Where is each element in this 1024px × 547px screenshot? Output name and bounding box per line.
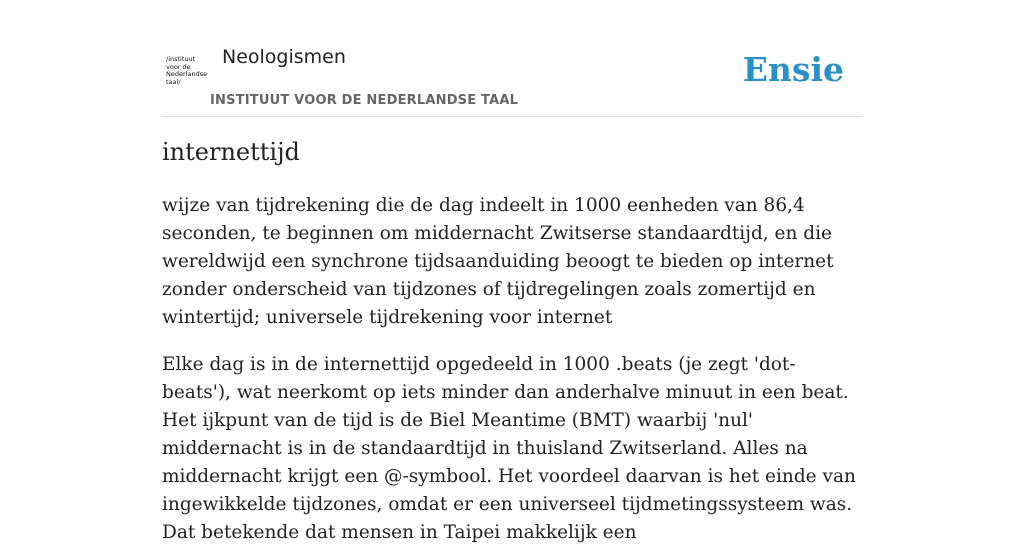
entry-example: Elke dag is in de internettijd opgedeeld in 1000 .beats (je zegt 'dot-beats'), wat neerkomt op iets minder dan anderhalve minuut in een beat. Het ijkpunt van de tijd is de Biel Meantime (BMT) waarbij 'nul' middernacht is in de standaardtijd in thuisland Zwitserland. Alles na middernacht krijgt een @-symbool. Het voordeel daarvan is het einde van ingewikkelde tijdzones, omdat er een universeel tijdmetingssysteem was. Dat betekende dat mensen in Taipei makkelijk een — [162, 354, 856, 543]
organization-name: INSTITUUT VOOR DE NEDERLANDSE TAAL — [210, 93, 519, 108]
site-name[interactable]: Neologismen — [222, 46, 346, 68]
entry-title: internettijd — [162, 138, 300, 166]
ivdnt-logo[interactable]: /instituut voor de Nederlandse taal/ — [166, 55, 208, 86]
ensie-logo[interactable]: Ensie — [742, 50, 844, 89]
entry-definition: wijze van tijdrekening die de dag indeelt in 1000 eenheden van 86,4 seconden, te beginnen om middernacht Zwitserse standaardtijd, en die wereldwijd een synchrone tijdsaanduiding beoogt te bieden op internet zonder onderscheid van tijdzones of tijdregelingen zoals zomertijd en wintertijd; universele tijdrekening voor internet — [162, 195, 834, 328]
header — [162, 40, 862, 117]
